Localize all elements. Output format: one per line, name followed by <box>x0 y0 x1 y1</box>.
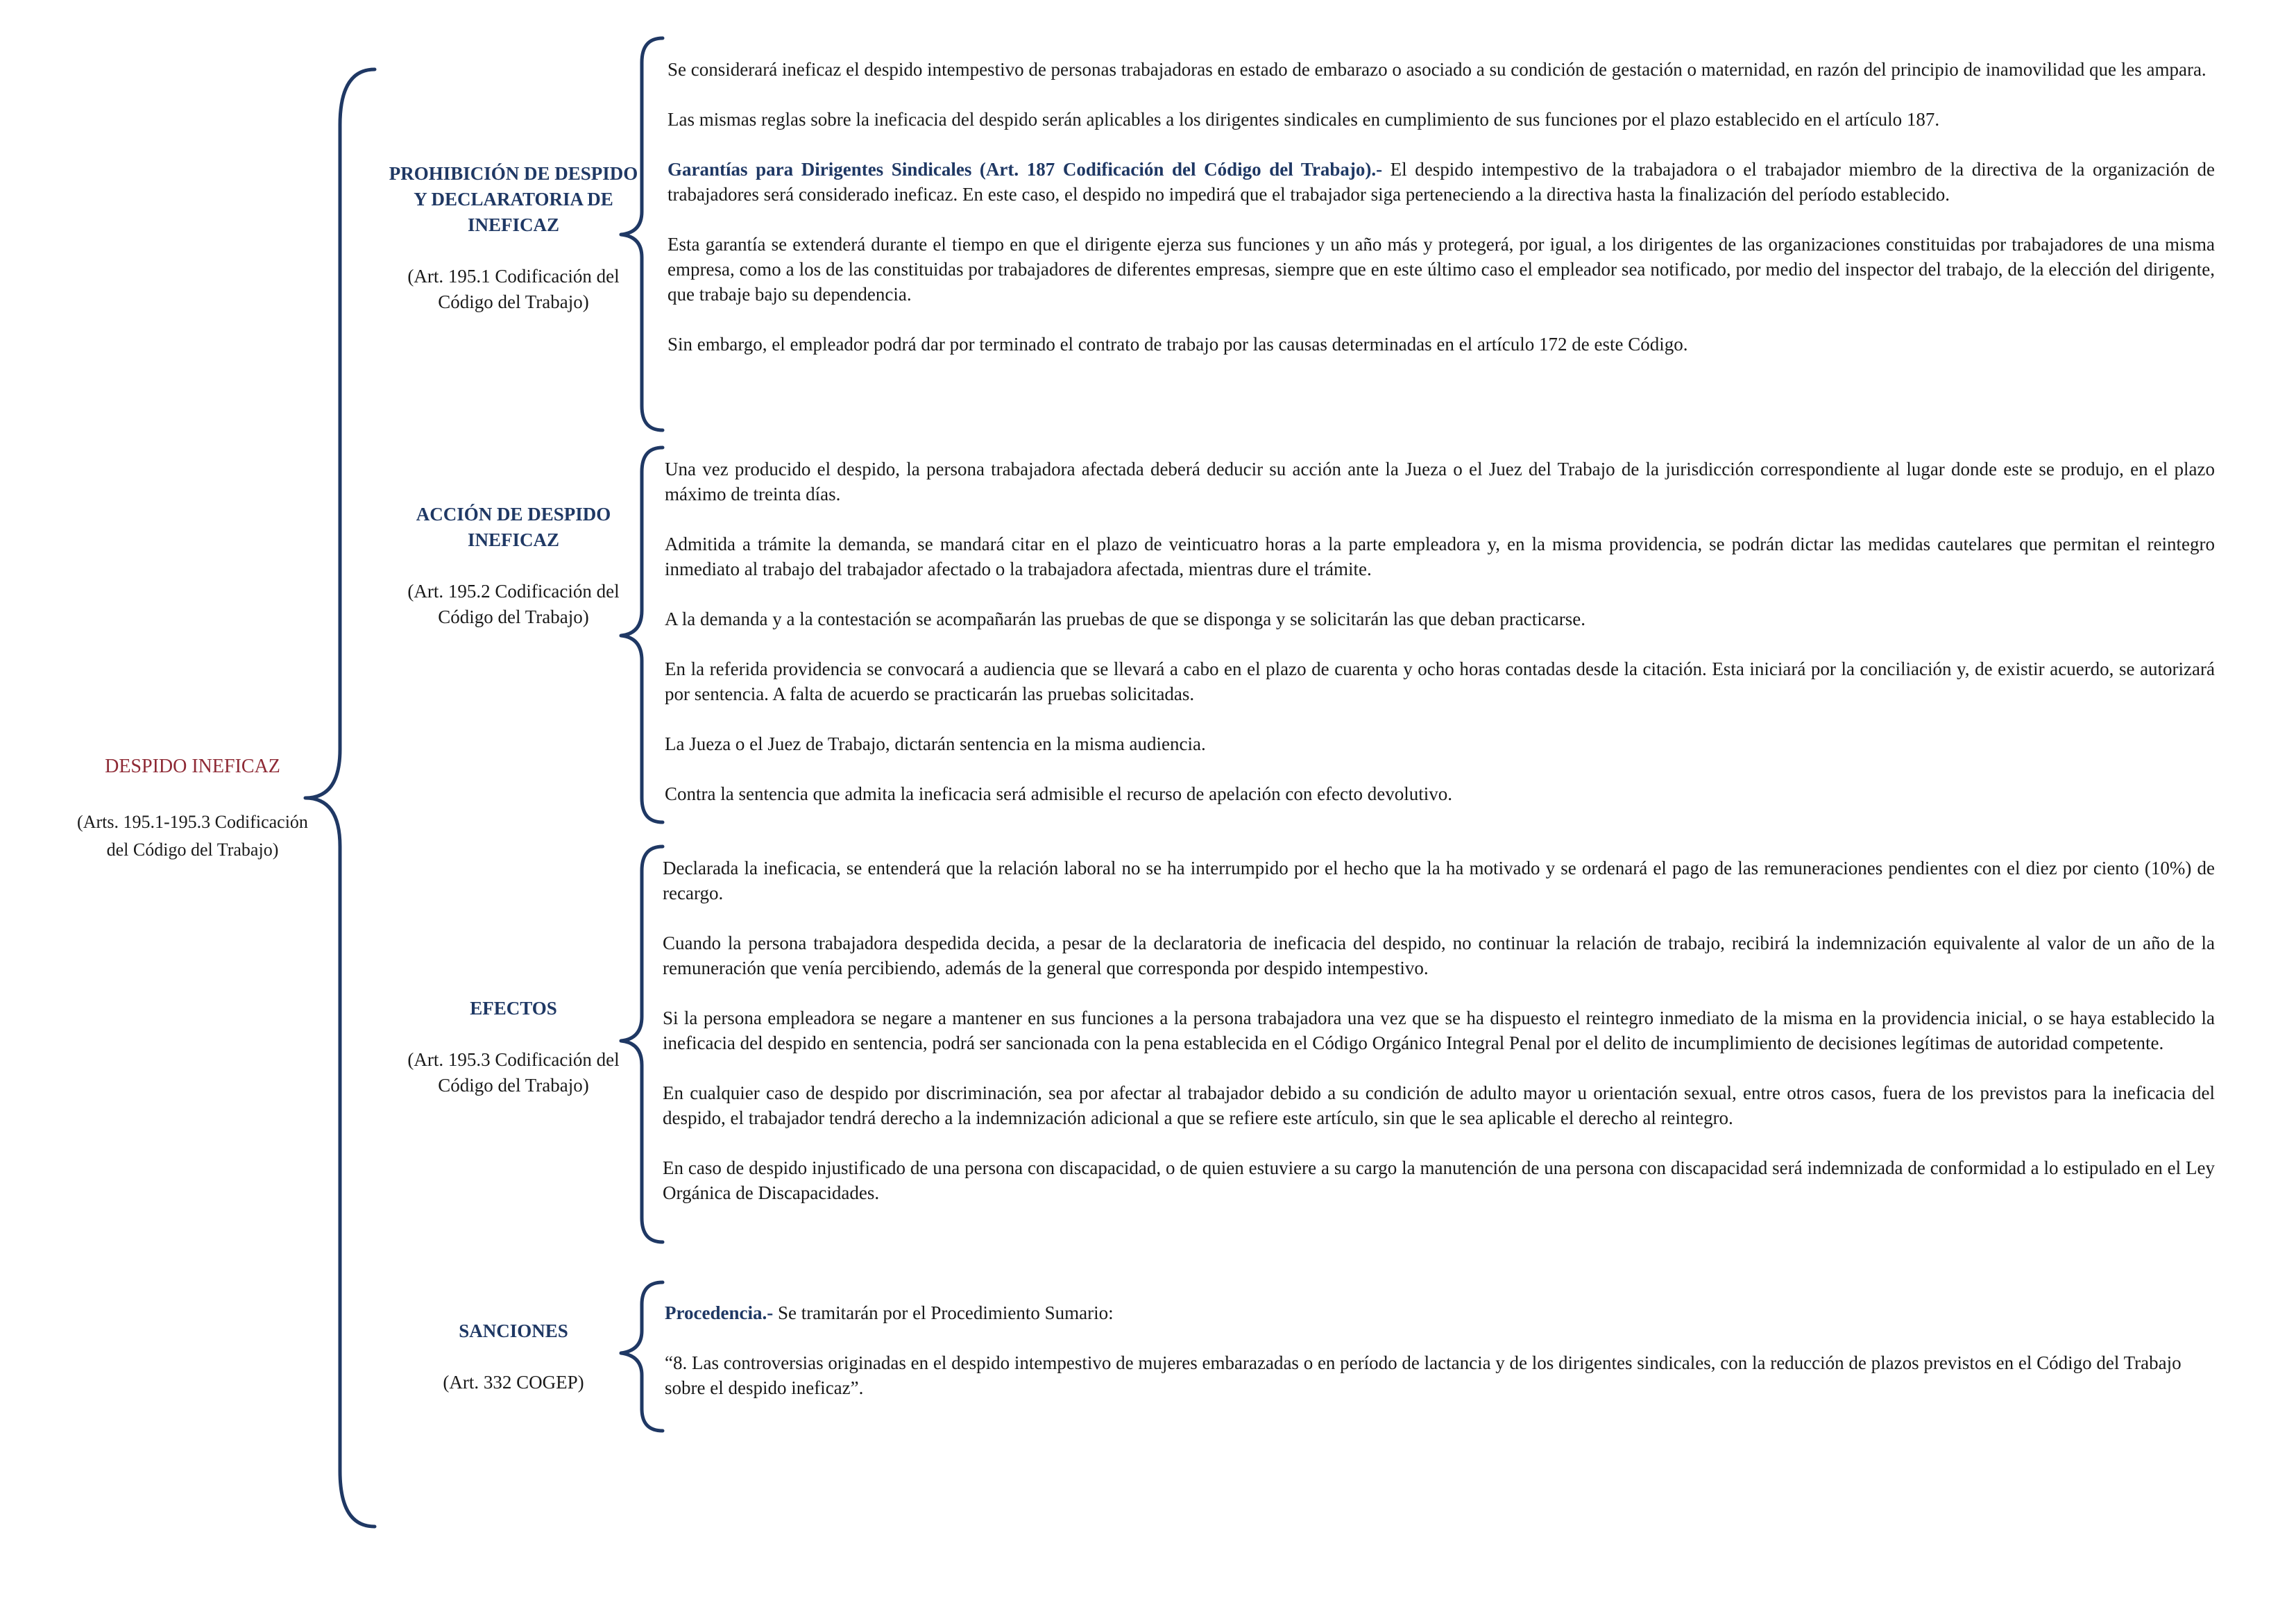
branch-node-efectos <box>385 996 642 1098</box>
paragraph: “8. Las controversias originadas en el despido intempestivo de mujeres embarazadas o en período de lactancia y de los dirigentes sindicales, con la reducción de plazos previstos en el Código del Trabajo sobre el despido ineficaz”. <box>665 1352 2182 1398</box>
root-title: DESPIDO INEFICAZ <box>105 756 280 777</box>
branch-node-accion <box>385 502 642 630</box>
content-block-sanciones <box>665 1300 2215 1400</box>
paragraph: Contra la sentencia que admita la ineficacia será admisible el recurso de apelación con efecto devolutivo. <box>665 783 1453 804</box>
content-block-efectos <box>663 856 2215 1205</box>
branch-node-prohibicion <box>385 161 642 315</box>
branch-reference: (Art. 195.1 Codificación del Código del Trabajo) <box>407 266 620 312</box>
paragraph-text: Se tramitarán por el Procedimiento Sumario: <box>777 1302 1114 1323</box>
branch-title: EFECTOS <box>470 998 557 1019</box>
paragraph: Sin embargo, el empleador podrá dar por terminado el contrato de trabajo por las causas determinadas en el artículo 172 de este Código. <box>667 334 1688 355</box>
paragraph-with-heading <box>665 1300 2215 1325</box>
paragraph: Declarada la ineficacia, se entenderá que la relación laboral no se ha interrumpido por el hecho que la ha motivado y se ordenará el pago de las remuneraciones pendientes con el diez por ciento (10%) de recargo. <box>663 858 2215 903</box>
paragraph-with-heading <box>667 157 2215 207</box>
root-node <box>66 753 319 864</box>
paragraph: Se considerará ineficaz el despido intempestivo de personas trabajadoras en estado de embarazo o asociado a su condición de gestación o maternidad, en razón del principio de inamovilidad que les ampara. <box>667 59 2206 80</box>
paragraph: Si la persona empleadora se negare a mantener en sus funciones a la persona trabajadora una vez que se ha dispuesto el reintegro inmediato de la misma en la providencia inicial, o se haya establecido la ineficacia del despido en sentencia, podrá ser sancionada con la pena establecida en el Código Orgánico Integral Penal por el delito de incumplimiento de decisiones legítimas de autoridad competente. <box>663 1008 2215 1053</box>
paragraph: La Jueza o el Juez de Trabajo, dictarán sentencia en la misma audiencia. <box>665 733 1206 754</box>
paragraph-text: El despido intempestivo de la trabajadora o el trabajador miembro de la directiva de la organización de trabajadores será considerado ineficaz. En este caso, el despido no impedirá que el trabajador siga perteneciendo a la directiva hasta la finalización del período establecido. <box>667 159 2215 205</box>
branch-title: PROHIBICIÓN DE DESPIDO Y DECLARATORIA DE INEFICAZ <box>389 163 638 235</box>
paragraph: Cuando la persona trabajadora despedida decida, a pesar de la declaratoria de ineficacia del despido, no continuar la relación de trabajo, recibirá la indemnización equivalente al valor de un año de la remuneración que venía percibiendo, además de la general que corresponda por despido intempestivo. <box>663 933 2215 978</box>
branch-node-sanciones <box>385 1318 642 1395</box>
root-reference: (Arts. 195.1-195.3 Codificación del Código del Trabajo) <box>77 812 308 860</box>
branch-title: ACCIÓN DE DESPIDO INEFICAZ <box>416 504 611 550</box>
paragraph: Admitida a trámite la demanda, se mandará citar en el plazo de veinticuatro horas a la parte empleadora y, en la misma providencia, se podrán dictar las medidas cautelares que permitan el reintegro inmediato al trabajo del trabajador afectado o la trabajadora afectada, mientras dure el trámite. <box>665 534 2215 579</box>
inline-heading: Procedencia.- <box>665 1302 774 1323</box>
paragraph: Esta garantía se extenderá durante el tiempo en que el dirigente ejerza sus funciones y un año más y protegerá, por igual, a los dirigentes de las organizaciones constituidas por trabajadores de una misma empresa, como a los de las constituidas por trabajadores de diferentes empresas, siempre que en este último caso el empleador sea notificado, por medio del inspector del trabajo, de la elección del dirigente, que trabaje bajo su dependencia. <box>667 234 2215 305</box>
paragraph: A la demanda y a la contestación se acompañarán las pruebas de que se disponga y se solicitarán las que deban practicarse. <box>665 609 1585 629</box>
branch-title: SANCIONES <box>459 1320 568 1341</box>
branch-reference: (Art. 195.2 Codificación del Código del Trabajo) <box>407 581 620 627</box>
paragraph: En cualquier caso de despido por discriminación, sea por afectar al trabajador debido a su condición de adulto mayor u orientación sexual, entre otros casos, fuera de los previstos para la ineficacia del despido, el trabajador tendrá derecho a la indemnización adicional a que se refiere este artículo, sin que le sea aplicable el derecho al reintegro. <box>663 1082 2215 1128</box>
paragraph: Una vez producido el despido, la persona trabajadora afectada deberá deducir su acción ante la Jueza o el Juez del Trabajo de la jurisdicción correspondiente al lugar donde este se produjo, en el plazo máximo de treinta días. <box>665 459 2215 504</box>
branch-reference: (Art. 195.3 Codificación del Código del Trabajo) <box>407 1049 620 1096</box>
content-block-prohibicion <box>667 57 2215 357</box>
paragraph: En caso de despido injustificado de una persona con discapacidad, o de quien estuviere a su cargo la manutención de una persona con discapacidad será indemnizada de conformidad a lo estipulado en el Ley Orgánica de Discapacidades. <box>663 1157 2215 1203</box>
branch-reference: (Art. 332 COGEP) <box>443 1372 584 1393</box>
paragraph: Las mismas reglas sobre la ineficacia del despido serán aplicables a los dirigentes sindicales en cumplimiento de sus funciones por el plazo establecido en el artículo 187. <box>667 109 1940 130</box>
paragraph: En la referida providencia se convocará a audiencia que se llevará a cabo en el plazo de cuarenta y ocho horas contadas desde la citación. Esta iniciará por la conciliación y, de existir acuerdo, se autorizará por sentencia. A falta de acuerdo se practicarán las pruebas solicitadas. <box>665 658 2215 704</box>
content-block-accion <box>665 457 2215 806</box>
inline-heading: Garantías para Dirigentes Sindicales (Art. 187 Codificación del Código del Trabajo).- <box>667 159 1383 180</box>
